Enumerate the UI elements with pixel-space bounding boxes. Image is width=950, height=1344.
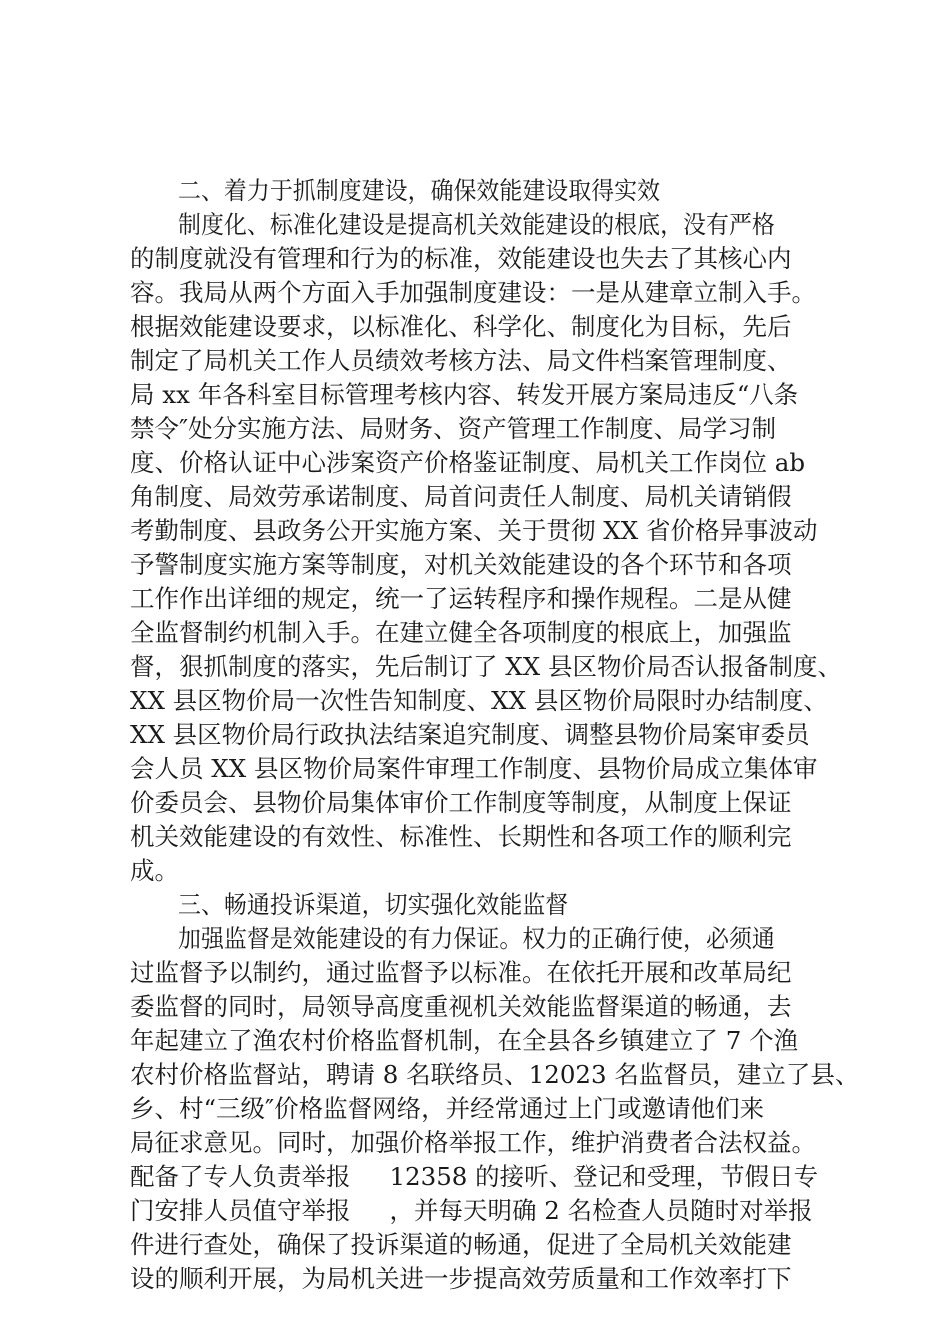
paragraph-line: 乡、村“三级″价格监督网络，并经常通过上门或邀请他们来 [130,1094,765,1123]
paragraph-line: 予警制度实施方案等制度，对机关效能建设的各个环节和各项 [130,550,792,579]
paragraph-line: 容。我局从两个方面入手加强制度建设：一是从建章立制入手。 [130,278,816,307]
paragraph-line: 件进行查处，确保了投诉渠道的畅通，促进了全局机关效能建 [130,1230,792,1259]
paragraph-line: 度、价格认证中心涉案资产价格鉴证制度、局机关工作岗位 ab [130,448,806,477]
paragraph-line: 考勤制度、县政务公开实施方案、关于贯彻 XX 省价格异事波动 [130,516,818,545]
paragraph-line: 工作作出详细的规定，统一了运转程序和操作规程。二是从健 [130,584,792,613]
section-heading: 二、着力于抓制度建设，确保效能建设取得实效 [178,176,661,205]
paragraph-line: 加强监督是效能建设的有力保证。权力的正确行使，必须通 [178,924,775,953]
paragraph-line: 过监督予以制约，通过监督予以标准。在依托开展和改革局纪 [130,958,792,987]
paragraph-line: 局征求意见。同时，加强价格举报工作，维护消费者合法权益。 [130,1128,816,1157]
paragraph-line: 配备了专人负责举报 12358 的接听、登记和受理，节假日专 [130,1162,819,1191]
paragraph-line: 机关效能建设的有效性、标准性、长期性和各项工作的顺利完 [130,822,792,851]
paragraph-line: 设的顺利开展，为局机关进一步提高效劳质量和工作效率打下 [130,1264,792,1293]
paragraph-line: 委监督的同时，局领导高度重视机关效能监督渠道的畅通，去 [130,992,792,1021]
paragraph-line: 会人员 XX 县区物价局案件审理工作制度、县物价局成立集体审 [130,754,818,783]
paragraph-line: 禁令″处分实施方法、局财务、资产管理工作制度、局学习制 [130,414,777,443]
paragraph-line: 的制度就没有管理和行为的标准，效能建设也失去了其核心内 [130,244,792,273]
paragraph-line: 农村价格监督站，聘请 8 名联络员、12023 名监督员，建立了县、 [130,1060,860,1089]
paragraph-line: 全监督制约机制入手。在建立健全各项制度的根底上，加强监 [130,618,792,647]
section-heading: 三、畅通投诉渠道，切实强化效能监督 [178,890,569,919]
paragraph-line: 督，狠抓制度的落实，先后制订了 XX 县区物价局否认报备制度、 [130,652,842,681]
paragraph-line: 成。 [130,856,179,885]
paragraph-line: 根据效能建设要求，以标准化、科学化、制度化为目标，先后 [130,312,792,341]
paragraph-line: XX 县区物价局一次性告知制度、XX 县区物价局限时办结制度、 [130,686,828,715]
paragraph-line: 局 xx 年各科室目标管理考核内容、转发开展方案局违反“八条 [130,380,799,409]
paragraph-line: 价委员会、县物价局集体审价工作制度等制度，从制度上保证 [130,788,792,817]
paragraph-line: 角制度、局效劳承诺制度、局首问责任人制度、局机关请销假 [130,482,792,511]
paragraph-line: 门安排人员值守举报 ，并每天明确 2 名检查人员随时对举报 [130,1196,813,1225]
paragraph-line: 制度化、标准化建设是提高机关效能建设的根底，没有严格 [178,210,775,239]
paragraph-line: 年起建立了渔农村价格监督机制，在全县各乡镇建立了 7 个渔 [130,1026,799,1055]
paragraph-line: 制定了局机关工作人员绩效考核方法、局文件档案管理制度、 [130,346,792,375]
paragraph-line: XX 县区物价局行政执法结案追究制度、调整县物价局案审委员 [130,720,810,749]
